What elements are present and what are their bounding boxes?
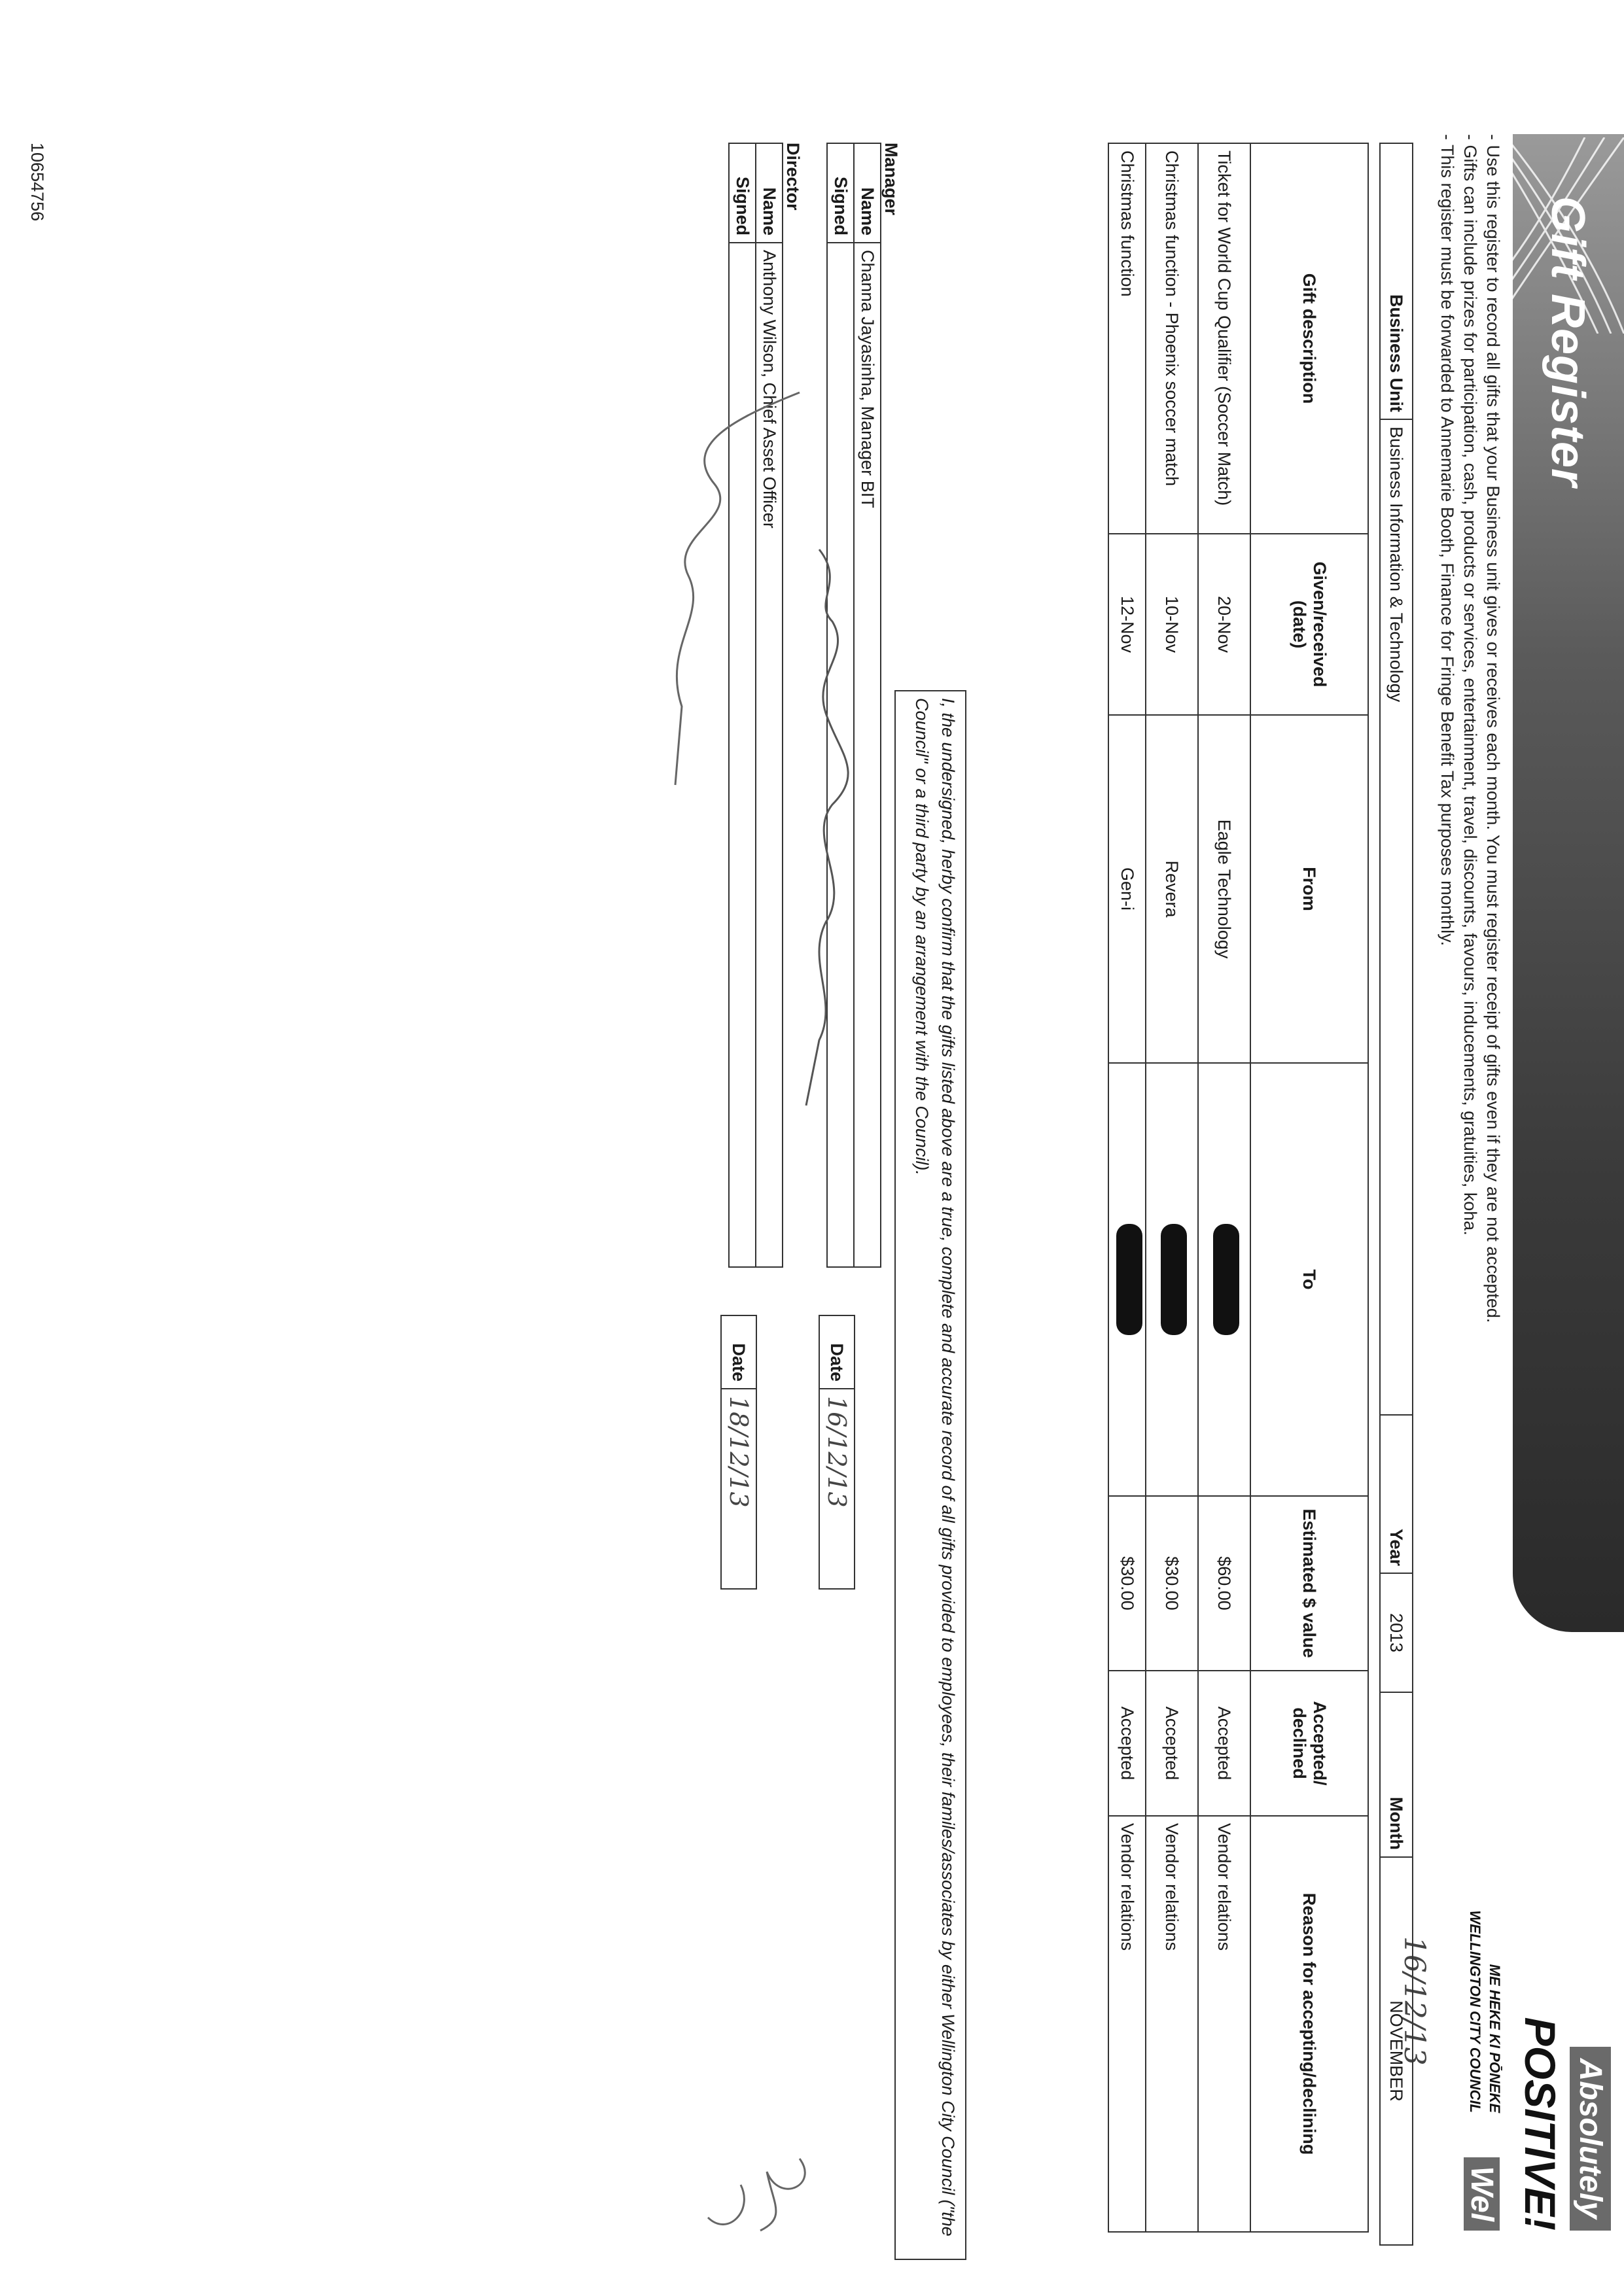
logo-absolutely: Absolutely [1570, 2047, 1611, 2231]
to-cell-redacted [1108, 1063, 1146, 1496]
year-label: Year [1380, 1415, 1413, 1573]
redaction-mark [1116, 1224, 1142, 1335]
handwritten-date-top: 16/12/13 [1398, 1936, 1431, 2066]
reason-cell: Vendor relations [1108, 1816, 1146, 2232]
confirmation-statement: I, the undersigned, herby confirm that the gifts listed above are a true, complete and accurate record of all gifts provided to employees, their familes/associates by either Wellington City Council ("the Council" or a third party by an arrangement with the Council). [894, 690, 966, 2260]
redaction-mark [1161, 1224, 1188, 1335]
month-label: Month [1380, 1692, 1413, 1857]
to-cell-redacted [1146, 1063, 1198, 1496]
manager-date-value: 16/12/13 [819, 1389, 855, 1589]
instruction-3: - This register must be forwarded to Annemarie Booth, Finance for Fringe Benefit Tax purposes monthly. [1438, 134, 1457, 947]
instruction-1: - Use this register to record all gifts that your Business unit gives or receives each month. You must register receipt of gifts even if they are not accepted. [1483, 134, 1503, 1323]
date-cell: 12-Nov [1108, 534, 1146, 715]
director-date-table [720, 1315, 757, 1590]
director-name-label: Name [756, 143, 783, 243]
reason-cell: Vendor relations [1198, 1816, 1250, 2232]
manager-date-table [819, 1315, 855, 1590]
director-signature [649, 366, 813, 824]
header-value: Estimated $ value [1250, 1496, 1368, 1671]
gift-description-cell: Christmas function [1108, 143, 1146, 534]
header-from: From [1250, 715, 1368, 1063]
logo-positive: POSITIVE! [1516, 2017, 1564, 2231]
handwritten-initials [695, 2146, 826, 2296]
table-row [1108, 143, 1146, 2232]
manager-date-label: Date [819, 1315, 855, 1389]
date-cell: 10-Nov [1146, 534, 1198, 715]
header-to: To [1250, 1063, 1368, 1496]
director-date-value: 18/12/13 [721, 1389, 756, 1589]
from-cell: Gen-i [1108, 715, 1146, 1063]
redaction-mark [1214, 1224, 1240, 1335]
director-name-value: Anthony Wilson, Chief Asset Officer [756, 243, 783, 1267]
table-row [1198, 143, 1250, 2232]
accepted-cell: Accepted [1198, 1671, 1250, 1816]
year-value: 2013 [1380, 1573, 1413, 1692]
business-unit-value: Business Information & Technology [1380, 419, 1413, 1415]
accepted-cell: Accepted [1146, 1671, 1198, 1816]
director-signed-label: Signed [729, 143, 756, 243]
from-cell: Revera [1146, 715, 1198, 1063]
director-section-label: Director [783, 143, 803, 211]
business-unit-label: Business Unit [1380, 143, 1413, 419]
gift-description-cell: Christmas function - Phoenix soccer match [1146, 143, 1198, 534]
date-cell: 20-Nov [1198, 534, 1250, 715]
gift-table-header-row [1250, 143, 1368, 2232]
gift-table [1108, 143, 1369, 2233]
manager-name-label: Name [854, 143, 881, 243]
manager-name-value: Channa Jayasinha, Manager BIT [854, 243, 881, 1267]
header-accepted: Accepted/ declined [1250, 1671, 1368, 1816]
document-id: 10654756 [27, 143, 47, 222]
page-title: Gift Register [1542, 196, 1594, 488]
manager-signed-label: Signed [827, 143, 854, 243]
reason-cell: Vendor relations [1146, 1816, 1198, 2232]
director-date-label: Date [721, 1315, 756, 1389]
month-value: NOVEMBER [1380, 1857, 1413, 2245]
manager-section-label: Manager [881, 143, 901, 216]
table-row [1146, 143, 1198, 2232]
header-reason: Reason for accepting/declining [1250, 1816, 1368, 2232]
logo-council-name: WELLINGTON CITY COUNCIL [1467, 1910, 1483, 2113]
value-cell: $60.00 [1198, 1496, 1250, 1671]
from-cell: Eagle Technology [1198, 715, 1250, 1063]
value-cell: $30.00 [1146, 1496, 1198, 1671]
logo-wel: Wel [1464, 2157, 1500, 2231]
to-cell-redacted [1198, 1063, 1250, 1496]
accepted-cell: Accepted [1108, 1671, 1146, 1816]
logo-maori-name: ME HEKE KI PŌNEKE [1487, 1964, 1503, 2113]
value-cell: $30.00 [1108, 1496, 1146, 1671]
instruction-2: - Gifts can include prizes for participation, cash, products or services, entertainment, travel, discounts, favours, inducements, gratuities, koha. [1460, 134, 1480, 1236]
council-logo [1441, 1871, 1611, 2276]
gift-description-cell: Ticket for World Cup Qualifier (Soccer Match) [1198, 143, 1250, 534]
header-date: Given/received (date) [1250, 534, 1368, 715]
header-gift-description: Gift description [1250, 143, 1368, 534]
meta-table [1379, 143, 1413, 2246]
